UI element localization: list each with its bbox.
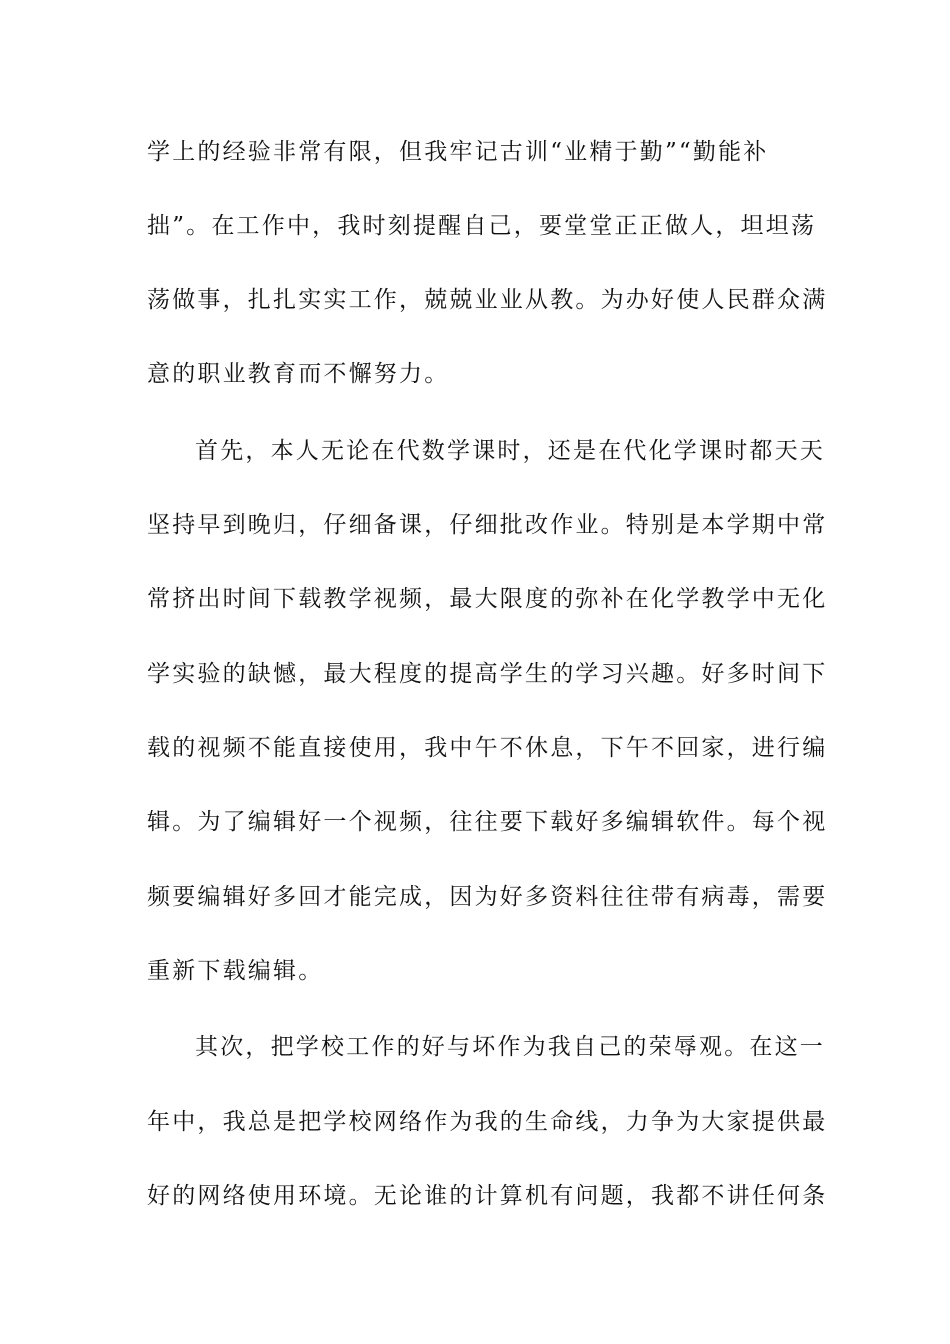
text-line: 好的网络使用环境。无论谁的计算机有问题，我都不讲任何条 (147, 1183, 828, 1209)
paragraph-start-line: 首先，本人无论在代数学课时，还是在代化学课时都天天 (195, 438, 825, 464)
text-line: 荡做事，扎扎实实工作，兢兢业业从教。为办好使人民群众满 (147, 287, 828, 313)
text-line: 常挤出时间下载教学视频，最大限度的弥补在化学教学中无化 (147, 586, 828, 612)
text-line: 辑。为了编辑好一个视频，往往要下载好多编辑软件。每个视 (147, 809, 828, 835)
paragraph-start-line: 其次，把学校工作的好与坏作为我自己的荣辱观。在这一 (195, 1034, 825, 1060)
text-line: 意的职业教育而不懈努力。 (147, 361, 450, 387)
text-line: 重新下载编辑。 (147, 958, 324, 984)
text-line: 坚持早到晚归，仔细备课，仔细批改作业。特别是本学期中常 (147, 512, 828, 538)
text-line: 频要编辑好多回才能完成，因为好多资料往往带有病毒，需要 (147, 884, 828, 910)
text-line: 学上的经验非常有限，但我牢记古训“业精于勤”“勤能补 (147, 139, 769, 165)
text-line: 学实验的缺憾，最大程度的提高学生的学习兴趣。好多时间下 (147, 661, 828, 687)
text-line: 载的视频不能直接使用，我中午不休息，下午不回家，进行编 (147, 735, 828, 761)
text-line: 年中，我总是把学校网络作为我的生命线，力争为大家提供最 (147, 1109, 828, 1135)
text-line: 拙”。在工作中，我时刻提醒自己，要堂堂正正做人，坦坦荡 (147, 213, 817, 239)
